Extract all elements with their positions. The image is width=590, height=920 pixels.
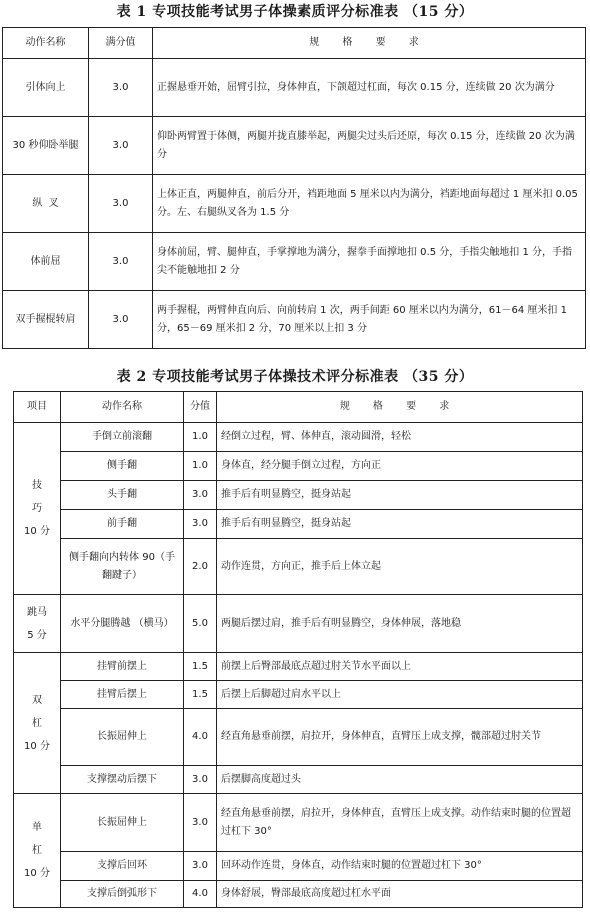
action-name-cell: 前手翻 [61,510,184,539]
action-name-cell: 长振屈伸上 [61,794,184,852]
action-name-cell: 支撑后倒弧形下 [61,881,184,908]
action-name-cell: 长振屈伸上 [61,709,184,766]
project-label-line: 10 分 [24,868,50,879]
requirement-cell: 推手后有明显腾空，挺身站起 [217,481,583,510]
project-label-line: 5 分 [27,629,47,641]
table-row [14,423,583,452]
action-name-cell: 手倒立前滚翻 [61,423,184,452]
score-cell: 3.0 [184,481,217,510]
table-row [14,766,583,794]
action-name-cell: 30 秒仰卧举腿 [3,117,89,175]
action-name-cell: 挂臂前摆上 [61,653,184,681]
score-cell: 2.0 [184,539,217,595]
requirement-cell: 经倒立过程，臂、体伸直，滚动圆滑，轻松 [217,423,583,452]
project-cell-parallel-bars [14,653,61,794]
project-label-line: 10 分 [24,526,50,537]
fitness-standard-table [2,27,586,349]
score-cell: 3.0 [89,59,153,117]
table-row [14,681,583,709]
header-project: 项目 [14,392,61,423]
project-label-line: 技 [32,480,42,491]
project-cell-tumbling [14,423,61,595]
requirement-cell: 上体正直，两腿伸直，前后分开，裆距地面 5 厘米以内为满分，裆距地面每超过 1 厘米扣 0.05 分。左、右腿纵叉各为 1.5 分 [153,175,586,233]
table-row [14,881,583,908]
action-name-cell: 支撑摆动后摆下 [61,766,184,794]
action-name-cell: 双手握棍转肩 [3,291,89,349]
requirement-cell: 经直角悬垂前摆，肩拉开，身体伸直，直臂压上成支撑，髋部超过肘关节 [217,709,583,766]
table-header-row [3,28,586,59]
header-action-name: 动作名称 [3,28,89,59]
requirement-cell: 前摆上后臀部最底点超过肘关节水平面以上 [217,653,583,681]
table-row [3,59,586,117]
action-name-cell: 水平分腿腾越 （横马） [61,595,184,653]
requirement-cell: 正握悬垂开始，屈臂引拉，身体伸直，下颌超过杠面，每次 0.15 分，连续做 20 次为满分 [153,59,586,117]
table-row [14,510,583,539]
table1-title: 表 1 专项技能考试男子体操素质评分标准表 （15 分） [116,4,474,20]
table-row [14,595,583,653]
table-header-row [14,392,583,423]
project-label-line: 双 [32,694,42,706]
project-cell-vault [14,595,61,653]
table-row [14,653,583,681]
requirement-cell: 两手握棍，两臂伸直向后、向前转肩 1 次，两手间距 60 厘米以内为满分，61－64 厘米扣 1 分，65－69 厘米扣 2 分，70 厘米以上扣 3 分 [153,291,586,349]
requirement-cell: 仰卧两臂置于体侧，两腿并拢直膝举起，两腿尖过头后还原，每次 0.15 分，连续做 20 次为满分 [153,117,586,175]
project-label-line: 跳马 [27,606,47,618]
table-row [3,291,586,349]
requirement-cell: 回环动作连贯，身体直，动作结束时腿的位置超过杠下 30° [217,852,583,881]
score-cell: 3.0 [184,794,217,852]
table-row [14,709,583,766]
project-label-line: 单 [32,822,42,833]
table-row [3,233,586,291]
table-row [14,539,583,595]
table-row [14,794,583,852]
score-cell: 4.0 [184,709,217,766]
table-row [14,452,583,481]
header-requirements: 规 格 要 求 [153,28,586,59]
action-name-cell: 支撑后回环 [61,852,184,881]
score-cell: 5.0 [184,595,217,653]
action-name-cell: 引体向上 [3,59,89,117]
action-name-cell: 侧手翻向内转体 90（手翻踺子） [61,539,184,595]
score-cell: 3.0 [89,175,153,233]
score-cell: 3.0 [89,233,153,291]
action-name-cell: 头手翻 [61,481,184,510]
score-cell: 1.0 [184,452,217,481]
score-cell: 3.0 [89,117,153,175]
requirement-cell: 推手后有明显腾空，挺身站起 [217,510,583,539]
header-full-score: 满分值 [89,28,153,59]
requirement-cell: 两腿后摆过肩，推手后有明显腾空，身体伸展，落地稳 [217,595,583,653]
score-cell: 3.0 [89,291,153,349]
requirement-cell: 身体前屈，臂、腿伸直，手掌撑地为满分，握拳手面撑地扣 0.5 分，手指尖触地扣 1 分，手指尖不能触地扣 2 分 [153,233,586,291]
requirement-cell: 经直角悬垂前摆，肩拉开，身体伸直，直臂压上成支撑。动作结束时腿的位置超过杠下 30° [217,794,583,852]
score-cell: 3.0 [184,852,217,881]
table-row [3,117,586,175]
requirement-cell: 身体直，经分腿手倒立过程，方向正 [217,452,583,481]
table2-title: 表 2 专项技能考试男子体操技术评分标准表 （35 分） [116,369,474,385]
project-label-line: 10 分 [24,740,50,752]
project-label-line: 巧 [32,503,42,514]
table-row [14,852,583,881]
action-name-cell: 侧手翻 [61,452,184,481]
score-cell: 3.0 [184,510,217,539]
project-cell-horizontal-bar [14,794,61,908]
action-name-cell: 纵 叉 [3,175,89,233]
header-requirements: 规 格 要 求 [217,392,583,423]
score-cell: 4.0 [184,881,217,908]
action-name-cell: 体前屈 [3,233,89,291]
score-cell: 3.0 [184,766,217,794]
requirement-cell: 动作连贯，方向正，推手后上体立起 [217,539,583,595]
score-cell: 1.0 [184,423,217,452]
header-score: 分值 [184,392,217,423]
technique-standard-table [13,391,583,908]
score-cell: 1.5 [184,681,217,709]
score-cell: 1.5 [184,653,217,681]
requirement-cell: 后摆脚高度超过头 [217,766,583,794]
header-action-name: 动作名称 [61,392,184,423]
project-label-line: 杠 [32,845,42,856]
table-row [14,481,583,510]
requirement-cell: 后摆上后脚超过肩水平以上 [217,681,583,709]
project-label-line: 杠 [32,717,42,729]
action-name-cell: 挂臂后摆上 [61,681,184,709]
requirement-cell: 身体舒展，臀部最底高度超过杠水平面 [217,881,583,908]
table-row [3,175,586,233]
